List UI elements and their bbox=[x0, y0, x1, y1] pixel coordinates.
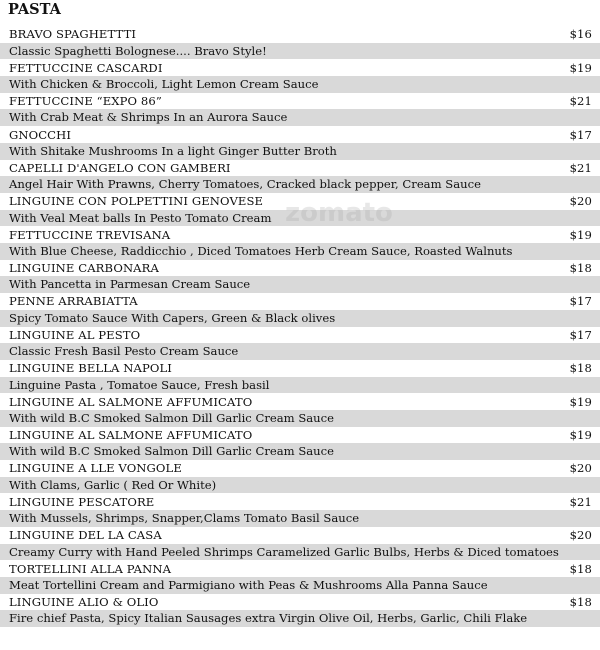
menu-item-description-row bbox=[0, 43, 600, 60]
dish-price: $21 bbox=[569, 94, 592, 109]
dish-description: With wild B.C Smoked Salmon Dill Garlic Cream Sauce bbox=[9, 410, 334, 425]
menu-item-header bbox=[0, 160, 600, 177]
dish-name: LINGUINE A LLE VONGOLE bbox=[9, 461, 182, 476]
menu-item bbox=[0, 260, 600, 293]
dish-price: $19 bbox=[569, 428, 592, 443]
menu-item-description-row bbox=[0, 410, 600, 427]
menu-item bbox=[0, 293, 600, 326]
dish-name: LINGUINE CARBONARA bbox=[9, 261, 159, 276]
dish-price: $17 bbox=[569, 127, 592, 142]
dish-description: Fire chief Pasta, Spicy Italian Sausages extra Virgin Olive Oil, Herbs, Garlic, Chili Flake bbox=[9, 611, 528, 626]
menu-item-description-row bbox=[0, 76, 600, 93]
menu-item-description-row bbox=[0, 310, 600, 327]
menu-item-header bbox=[0, 594, 600, 611]
dish-description: With Veal Meat balls In Pesto Tomato Cream bbox=[9, 210, 272, 225]
dish-description: Creamy Curry with Hand Peeled Shrimps Caramelized Garlic Bulbs, Herbs & Diced tomatoes bbox=[9, 544, 559, 559]
dish-price: $19 bbox=[569, 227, 592, 242]
menu-item-description-row bbox=[0, 109, 600, 126]
menu-item bbox=[0, 59, 600, 92]
dish-price: $16 bbox=[569, 27, 592, 42]
menu-item-header bbox=[0, 260, 600, 277]
dish-description: With Pancetta in Parmesan Cream Sauce bbox=[9, 277, 251, 292]
dish-price: $18 bbox=[569, 261, 592, 276]
menu-item-header bbox=[0, 93, 600, 110]
dish-name: FETTUCCINE TREVISANA bbox=[9, 227, 171, 242]
dish-name: LINGUINE PESCATORE bbox=[9, 494, 155, 509]
menu-item-header bbox=[0, 26, 600, 43]
dish-name: FETTUCCINE “EXPO 86” bbox=[9, 94, 162, 109]
menu-item bbox=[0, 427, 600, 460]
dish-price: $20 bbox=[569, 461, 592, 476]
menu-item bbox=[0, 26, 600, 59]
menu-item-header bbox=[0, 493, 600, 510]
menu-item bbox=[0, 126, 600, 159]
menu-item bbox=[0, 193, 600, 226]
menu-item-header bbox=[0, 226, 600, 243]
dish-price: $18 bbox=[569, 561, 592, 576]
menu-item bbox=[0, 460, 600, 493]
menu-item bbox=[0, 527, 600, 560]
dish-name: LINGUINE ALIO & OLIO bbox=[9, 594, 159, 609]
menu-item-header bbox=[0, 126, 600, 143]
menu-item bbox=[0, 160, 600, 193]
dish-name: LINGUINE AL SALMONE AFFUMICATO bbox=[9, 428, 253, 443]
menu-item-header bbox=[0, 460, 600, 477]
menu-item bbox=[0, 393, 600, 426]
dish-description: With Blue Cheese, Raddicchio , Diced Tomatoes Herb Cream Sauce, Roasted Walnuts bbox=[9, 244, 513, 259]
dish-price: $17 bbox=[569, 294, 592, 309]
menu-item-description-row bbox=[0, 477, 600, 494]
dish-name: LINGUINE CON POLPETTINI GENOVESE bbox=[9, 194, 264, 209]
menu-item-description-row bbox=[0, 210, 600, 227]
dish-name: LINGUINE AL PESTO bbox=[9, 327, 141, 342]
dish-price: $21 bbox=[569, 494, 592, 509]
dish-description: Classic Fresh Basil Pesto Cream Sauce bbox=[9, 344, 239, 359]
menu-item-header bbox=[0, 360, 600, 377]
menu-item-description-row bbox=[0, 276, 600, 293]
dish-description: With wild B.C Smoked Salmon Dill Garlic Cream Sauce bbox=[9, 444, 334, 459]
menu-item bbox=[0, 594, 600, 627]
menu-item-header bbox=[0, 327, 600, 344]
dish-name: GNOCCHI bbox=[9, 127, 72, 142]
dish-name: BRAVO SPAGHETTTI bbox=[9, 27, 137, 42]
menu-item-header bbox=[0, 59, 600, 76]
dish-description: Classic Spaghetti Bolognese.... Bravo Style! bbox=[9, 43, 267, 58]
menu-item-description-row bbox=[0, 610, 600, 627]
menu-item-header bbox=[0, 293, 600, 310]
dish-description: Linguine Pasta , Tomatoe Sauce, Fresh basil bbox=[9, 377, 270, 392]
dish-description: With Chicken & Broccoli, Light Lemon Cream Sauce bbox=[9, 77, 319, 92]
menu-item-description-row bbox=[0, 544, 600, 561]
menu-item bbox=[0, 327, 600, 360]
dish-price: $18 bbox=[569, 361, 592, 376]
dish-description: With Shitake Mushrooms In a light Ginger Butter Broth bbox=[9, 143, 337, 158]
menu-item-header bbox=[0, 560, 600, 577]
dish-price: $17 bbox=[569, 327, 592, 342]
menu-item-description-row bbox=[0, 443, 600, 460]
menu-item bbox=[0, 93, 600, 126]
menu-list bbox=[0, 26, 600, 627]
menu-item bbox=[0, 226, 600, 259]
menu-item-description-row bbox=[0, 577, 600, 594]
menu-item-description-row bbox=[0, 343, 600, 360]
dish-description: Meat Tortellini Cream and Parmigiano with Peas & Mushrooms Alla Panna Sauce bbox=[9, 577, 488, 592]
menu-item-description-row bbox=[0, 143, 600, 160]
dish-description: With Crab Meat & Shrimps In an Aurora Sauce bbox=[9, 110, 288, 125]
menu-item-description-row bbox=[0, 377, 600, 394]
menu-item-description-row bbox=[0, 243, 600, 260]
menu-item-header bbox=[0, 427, 600, 444]
menu-item bbox=[0, 360, 600, 393]
dish-name: FETTUCCINE CASCARDI bbox=[9, 60, 163, 75]
watermark: zomato bbox=[285, 198, 393, 228]
dish-price: $20 bbox=[569, 194, 592, 209]
dish-description: Spicy Tomato Sauce With Capers, Green & Black olives bbox=[9, 310, 336, 325]
dish-name: CAPELLI D'ANGELO CON GAMBERI bbox=[9, 160, 231, 175]
menu-item-header bbox=[0, 527, 600, 544]
dish-name: PENNE ARRABIATTA bbox=[9, 294, 138, 309]
menu-item bbox=[0, 493, 600, 526]
dish-name: LINGUINE DEL LA CASA bbox=[9, 528, 162, 543]
dish-price: $19 bbox=[569, 60, 592, 75]
dish-description: Angel Hair With Prawns, Cherry Tomatoes, Cracked black pepper, Cream Sauce bbox=[9, 177, 481, 192]
dish-price: $21 bbox=[569, 160, 592, 175]
menu-item-description-row bbox=[0, 176, 600, 193]
menu-item bbox=[0, 560, 600, 593]
dish-description: With Mussels, Shrimps, Snapper,Clams Tomato Basil Sauce bbox=[9, 511, 360, 526]
dish-price: $20 bbox=[569, 528, 592, 543]
dish-name: TORTELLINI ALLA PANNA bbox=[9, 561, 172, 576]
menu-item-header bbox=[0, 193, 600, 210]
dish-price: $19 bbox=[569, 394, 592, 409]
dish-name: LINGUINE AL SALMONE AFFUMICATO bbox=[9, 394, 253, 409]
section-title: PASTA bbox=[0, 0, 600, 22]
dish-name: LINGUINE BELLA NAPOLI bbox=[9, 361, 172, 376]
dish-description: With Clams, Garlic ( Red Or White) bbox=[9, 477, 217, 492]
dish-price: $18 bbox=[569, 594, 592, 609]
menu-item-description-row bbox=[0, 510, 600, 527]
menu-item-header bbox=[0, 393, 600, 410]
